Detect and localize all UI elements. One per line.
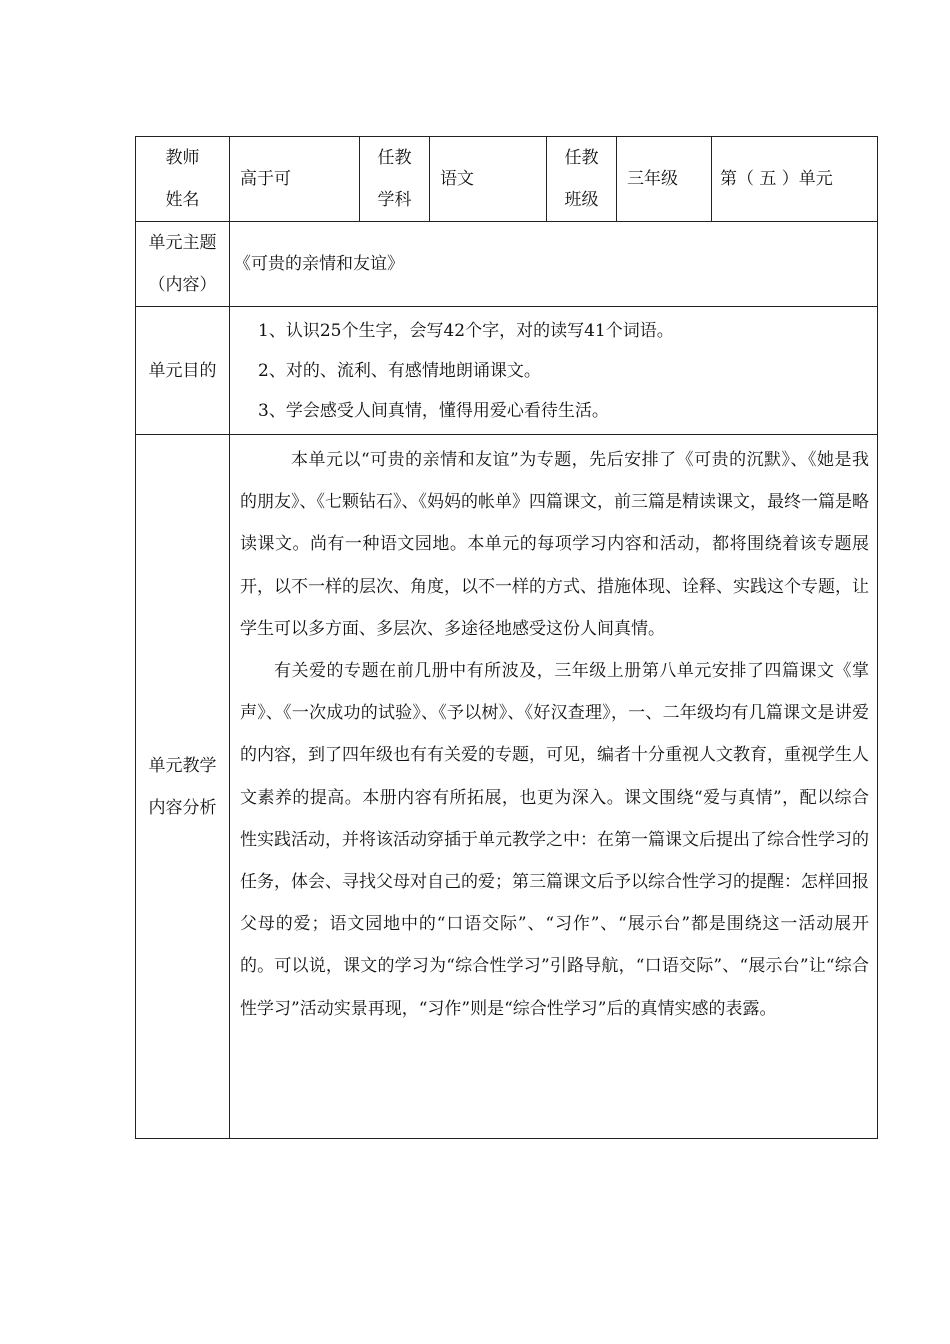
theme-row — [136, 222, 878, 307]
teacher-name-label: 教师 姓名 — [136, 137, 230, 222]
theme-label: 单元主题 （内容） — [136, 222, 230, 307]
goals-row — [136, 307, 878, 435]
goal-item: 2、对的、流利、有感情地朗诵课文。 — [258, 360, 541, 381]
goals-label: 单元目的 — [136, 307, 230, 435]
theme-value: 《可贵的亲情和友谊》 — [230, 222, 878, 307]
teacher-name-value: 高于可 — [230, 137, 360, 222]
analysis-label: 单元教学 内容分析 — [136, 435, 230, 1139]
grade-value: 三年级 — [617, 137, 712, 222]
unit-number: 第（ 五 ）单元 — [712, 137, 878, 222]
analysis-paragraph: 有关爱的专题在前几册中有所波及，三年级上册第八单元安排了四篇课文《掌声》、《一次成功的试验》、《予以树》、《好汉查理》，一、二年级均有几篇课文是讲爱的内容，到了四年级也有有关爱的专题，可见，编者十分重视人文教育，重视学生人文素养的提高。本册内容有所拓展，也更为深入。课文围绕“爱与真情”，配以综合性实践活动，并将该活动穿插于单元教学之中：在第一篇课文后提出了综合性学习的任务，体会、寻找父母对自己的爱；第三篇课文后予以综合性学习的提醒：怎样回报父母的爱；语文园地中的“口语交际”、“习作”、“展示台”都是围绕这一活动展开的。可以说，课文的学习为“综合性学习”引路导航，“口语交际”、“展示台”让“综合性学习”活动实景再现，“习作”则是“综合性学习”后的真情实感的表露。 — [240, 661, 869, 1019]
goal-item: 1、认识25个生字，会写42个字，对的读写41个词语。 — [258, 320, 674, 341]
subject-value: 语文 — [430, 137, 547, 222]
analysis-paragraph: 本单元以“可贵的亲情和友谊”为专题，先后安排了《可贵的沉默》、《她是我的朋友》、《七颗钻石》、《妈妈的帐单》四篇课文，前三篇是精读课文，最终一篇是略读课文。尚有一种语文园地。本单元的每项学习内容和活动，都将围绕着该专题展开，以不一样的层次、角度，以不一样的方式、措施体现、诠释、实践这个专题，让学生可以多方面、多层次、多途径地感受这份人间真情。 — [240, 450, 869, 639]
header-row — [136, 137, 878, 222]
class-label: 任教 班级 — [547, 137, 617, 222]
unit-plan-table — [135, 136, 878, 1139]
subject-label: 任教 学科 — [360, 137, 430, 222]
analysis-text — [230, 435, 878, 1139]
analysis-row — [136, 435, 878, 1139]
goals-list — [230, 307, 878, 435]
goal-item: 3、学会感受人间真情，懂得用爱心看待生活。 — [258, 400, 609, 421]
